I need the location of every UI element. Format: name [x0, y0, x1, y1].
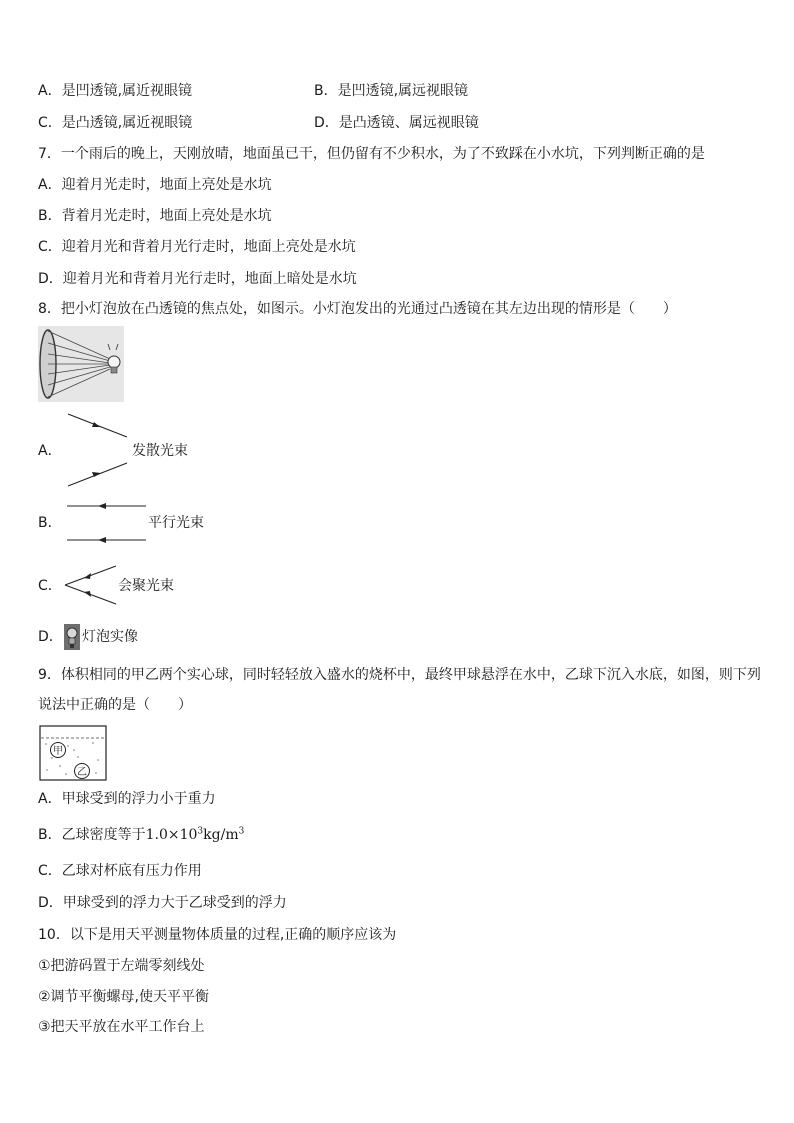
q9-option-b	[38, 826, 244, 844]
beaker-figure	[38, 724, 108, 782]
q10-step-2: ②调节平衡螺母,使天平平衡	[38, 989, 210, 1005]
lens-bulb-figure	[38, 326, 124, 402]
q9-option-c: C．乙球对杯底有压力作用	[38, 863, 202, 879]
density-unit: kg/m	[203, 827, 239, 843]
q8-stem: 8．把小灯泡放在凸透镜的焦点处，如图示。小灯泡发出的光通过凸透镜在其左边出现的情形是（ ）	[38, 301, 677, 317]
density-value: 1.0×10	[145, 827, 198, 843]
q10-stem: 10．以下是用天平测量物体质量的过程,正确的顺序应该为	[38, 927, 397, 943]
q8-option-d-letter: D．	[38, 629, 63, 645]
q9-stem-line1: 9．体积相同的甲乙两个实心球，同时轻轻放入盛水的烧杯中，最终甲球悬浮在水中，乙球下沉入水底，如图，则下列	[38, 667, 761, 683]
q10-step-1: ①把游码置于左端零刻线处	[38, 958, 205, 974]
density-exponent: 3	[197, 826, 204, 837]
q7-option-c: C．迎着月光和背着月光行走时，地面上亮处是水坑	[38, 239, 356, 255]
q8-option-b-letter: B．	[38, 515, 62, 531]
q9-option-d: D．甲球受到的浮力大于乙球受到的浮力	[38, 895, 287, 911]
q6-option-b: B．是凹透镜,属远视眼镜	[314, 83, 469, 99]
ball-label-yi: 乙	[77, 767, 87, 778]
converging-beam-figure	[62, 564, 118, 606]
q8-option-d-label: 灯泡实像	[82, 629, 138, 645]
q7-option-a: A．迎着月光走时，地面上亮处是水坑	[38, 177, 272, 193]
q9-stem-line2: 说法中正确的是（ ）	[38, 697, 192, 713]
parallel-beam-figure	[64, 500, 148, 546]
q9-option-a: A．甲球受到的浮力小于重力	[38, 791, 216, 807]
density-unit-exponent: 3	[238, 826, 245, 837]
bulb-image-icon	[64, 624, 80, 650]
q8-option-c-label: 会聚光束	[118, 578, 174, 594]
q10-step-3: ③把天平放在水平工作台上	[38, 1019, 205, 1035]
q6-option-c: C．是凸透镜,属近视眼镜	[38, 115, 193, 131]
diverging-beam-figure	[64, 410, 130, 490]
q9-option-b-text: B．乙球密度等于	[38, 827, 146, 843]
q8-option-a-letter: A．	[38, 443, 62, 459]
q7-option-d: D．迎着月光和背着月光行走时，地面上暗处是水坑	[38, 271, 357, 287]
ball-label-jia: 甲	[53, 746, 63, 757]
q8-option-b-label: 平行光束	[148, 515, 204, 531]
q7-option-b: B．背着月光走时，地面上亮处是水坑	[38, 208, 272, 224]
q6-option-d: D．是凸透镜、属远视眼镜	[314, 115, 479, 131]
q8-option-a-label: 发散光束	[132, 443, 188, 459]
q6-option-a: A．是凹透镜,属近视眼镜	[38, 83, 193, 99]
q8-option-c-letter: C．	[38, 578, 62, 594]
q7-stem: 7．一个雨后的晚上，天刚放晴，地面虽已干，但仍留有不少积水，为了不致踩在小水坑，下列判断正确的是	[38, 146, 705, 162]
